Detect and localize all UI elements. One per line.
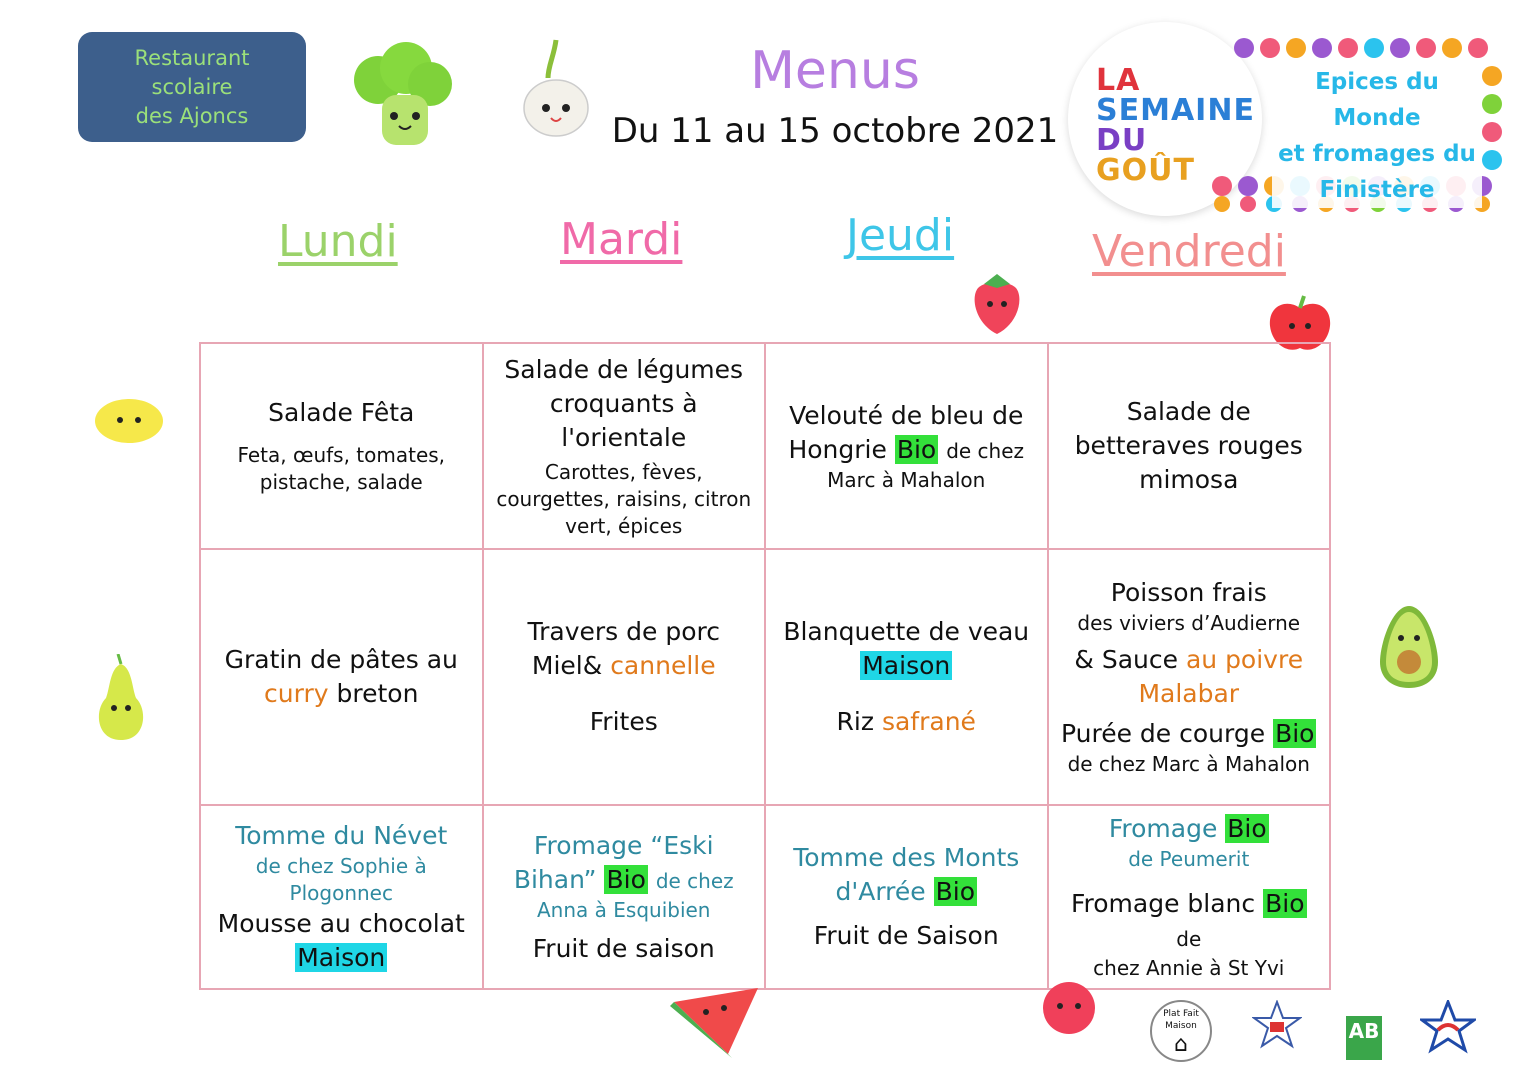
theme-line: Finistère (1319, 177, 1435, 203)
garlic-icon (518, 38, 594, 138)
maison-label: Maison (297, 943, 386, 972)
menu-row-starters (200, 343, 1330, 549)
ab-bio-logo (1346, 1016, 1382, 1060)
cheese-title: Fromage (1108, 814, 1218, 843)
bio-label: Bio (935, 877, 976, 906)
dish-description: Carottes, fèves, courgettes, raisins, citron vert, épices (496, 459, 752, 538)
cell-vendredi-main (1048, 549, 1331, 805)
badge-line: scolaire (151, 74, 233, 99)
plat-fait-maison-logo: Plat Fait Maison ⌂ (1150, 1000, 1212, 1062)
cell-mardi-starter (483, 343, 766, 549)
producer-text: de chez (946, 438, 1025, 463)
spice-text: cannelle (610, 651, 716, 680)
side-dish: Purée de courge (1061, 719, 1266, 748)
menu-title-block (600, 40, 1070, 154)
menu-row-mains (200, 549, 1330, 805)
producer-text: Marc à Mahalon (827, 467, 986, 492)
dish-title: Velouté de bleu de Hongrie (788, 400, 1024, 464)
producer-text: de chez Sophie à Plogonnec (255, 854, 427, 905)
cheese-title: Tomme du Névet (235, 821, 448, 850)
sdg-line: GOÛT (1096, 153, 1195, 188)
day-header-lundi: Lundi (278, 216, 398, 267)
producer-text: de Peumerit (1128, 847, 1250, 871)
strawberry-icon (966, 268, 1028, 338)
pear-icon (90, 654, 152, 744)
bio-label: Bio (1275, 719, 1315, 748)
dish-text: Miel (531, 651, 583, 680)
producer-text: de chez Marc à Mahalon (1067, 752, 1310, 776)
dish-title: Salade de betteraves rouges mimosa (1074, 397, 1303, 494)
lemon-icon (90, 396, 168, 446)
menu-row-desserts (200, 805, 1330, 989)
cheese-title: Fromage “Eski (533, 830, 714, 860)
theme-line: Epices du Monde (1315, 69, 1439, 131)
watermelon-icon (668, 982, 764, 1062)
spice-text: safrané (881, 707, 976, 736)
badge-line: des Ajoncs (135, 103, 249, 128)
cell-vendredi-starter (1048, 343, 1331, 549)
sdg-line: DU (1096, 123, 1148, 158)
broccoli-icon (348, 40, 458, 152)
viande-origine-logo (1252, 1000, 1302, 1054)
cell-jeudi-dessert (765, 805, 1048, 989)
cell-vendredi-dessert (1048, 805, 1331, 989)
dessert-title: Mousse au chocolat (217, 909, 465, 938)
bio-label: Bio (606, 864, 646, 894)
bio-label: Bio (1227, 814, 1267, 843)
cheese-title: d'Arrée (835, 877, 926, 906)
side-dish: Frites (589, 707, 658, 736)
dish-title: Gratin de pâtes au (224, 645, 458, 674)
dessert-title: Fruit de saison (532, 933, 715, 963)
theme-label (1272, 64, 1482, 208)
dessert-title: Fromage blanc (1070, 889, 1256, 918)
dish-title: Salade Fêta (268, 398, 415, 427)
dish-text: & Sauce (1074, 645, 1178, 674)
logo-text: Plat Fait Maison (1163, 1009, 1199, 1031)
dish-title: Salade de légumes croquants à l'orientale (504, 354, 744, 452)
cell-jeudi-main (765, 549, 1048, 805)
bio-label: Bio (896, 434, 937, 464)
producer-text: de chez (655, 868, 734, 893)
day-header-jeudi: Jeudi (846, 210, 955, 261)
cell-lundi-main (200, 549, 483, 805)
school-badge (78, 32, 306, 142)
cell-lundi-starter (200, 343, 483, 549)
cell-lundi-dessert (200, 805, 483, 989)
dish-description: Feta, œufs, tomates, pistache, salade (237, 443, 446, 494)
cheese-title: Tomme des Monts (793, 843, 1020, 872)
bio-label: Bio (1265, 889, 1305, 918)
badge-line: Restaurant (134, 45, 250, 70)
theme-line: et fromages du (1278, 141, 1476, 167)
ampersand: & (582, 651, 603, 680)
spice-text: au poivre (1185, 645, 1304, 674)
producer-text: des viviers d’Audierne (1077, 611, 1301, 635)
producer-text: de (1176, 927, 1202, 951)
spice-text: Malabar (1138, 679, 1240, 708)
spice-text: curry (264, 679, 329, 708)
day-header-vendredi: Vendredi (1092, 226, 1286, 277)
raspberry-icon (1040, 976, 1098, 1036)
dish-text: breton (336, 679, 419, 708)
cell-jeudi-starter (765, 343, 1048, 549)
page-title: Menus (750, 41, 920, 101)
dish-title: Blanquette de veau (783, 617, 1030, 646)
day-header-mardi: Mardi (560, 214, 683, 265)
sdg-line: LA (1096, 63, 1141, 98)
dessert-title: Fruit de Saison (813, 921, 999, 950)
dish-title: Poisson frais (1110, 578, 1267, 607)
sdg-line: SEMAINE (1096, 93, 1255, 128)
date-range: Du 11 au 15 octobre 2021 (611, 111, 1059, 151)
cell-mardi-main (483, 549, 766, 805)
cell-mardi-dessert (483, 805, 766, 989)
volaille-francaise-logo (1420, 1000, 1476, 1054)
dish-title: Travers de porc (527, 617, 720, 646)
maison-label: Maison (862, 651, 951, 680)
side-dish: Riz (836, 707, 874, 736)
producer-text: Anna à Esquibien (537, 897, 711, 922)
producer-text: chez Annie à St Yvi (1093, 956, 1285, 980)
menu-grid (199, 342, 1331, 990)
logo-text: AB (1348, 1019, 1380, 1043)
cheese-title: Bihan” (513, 864, 597, 894)
avocado-icon (1376, 604, 1442, 690)
